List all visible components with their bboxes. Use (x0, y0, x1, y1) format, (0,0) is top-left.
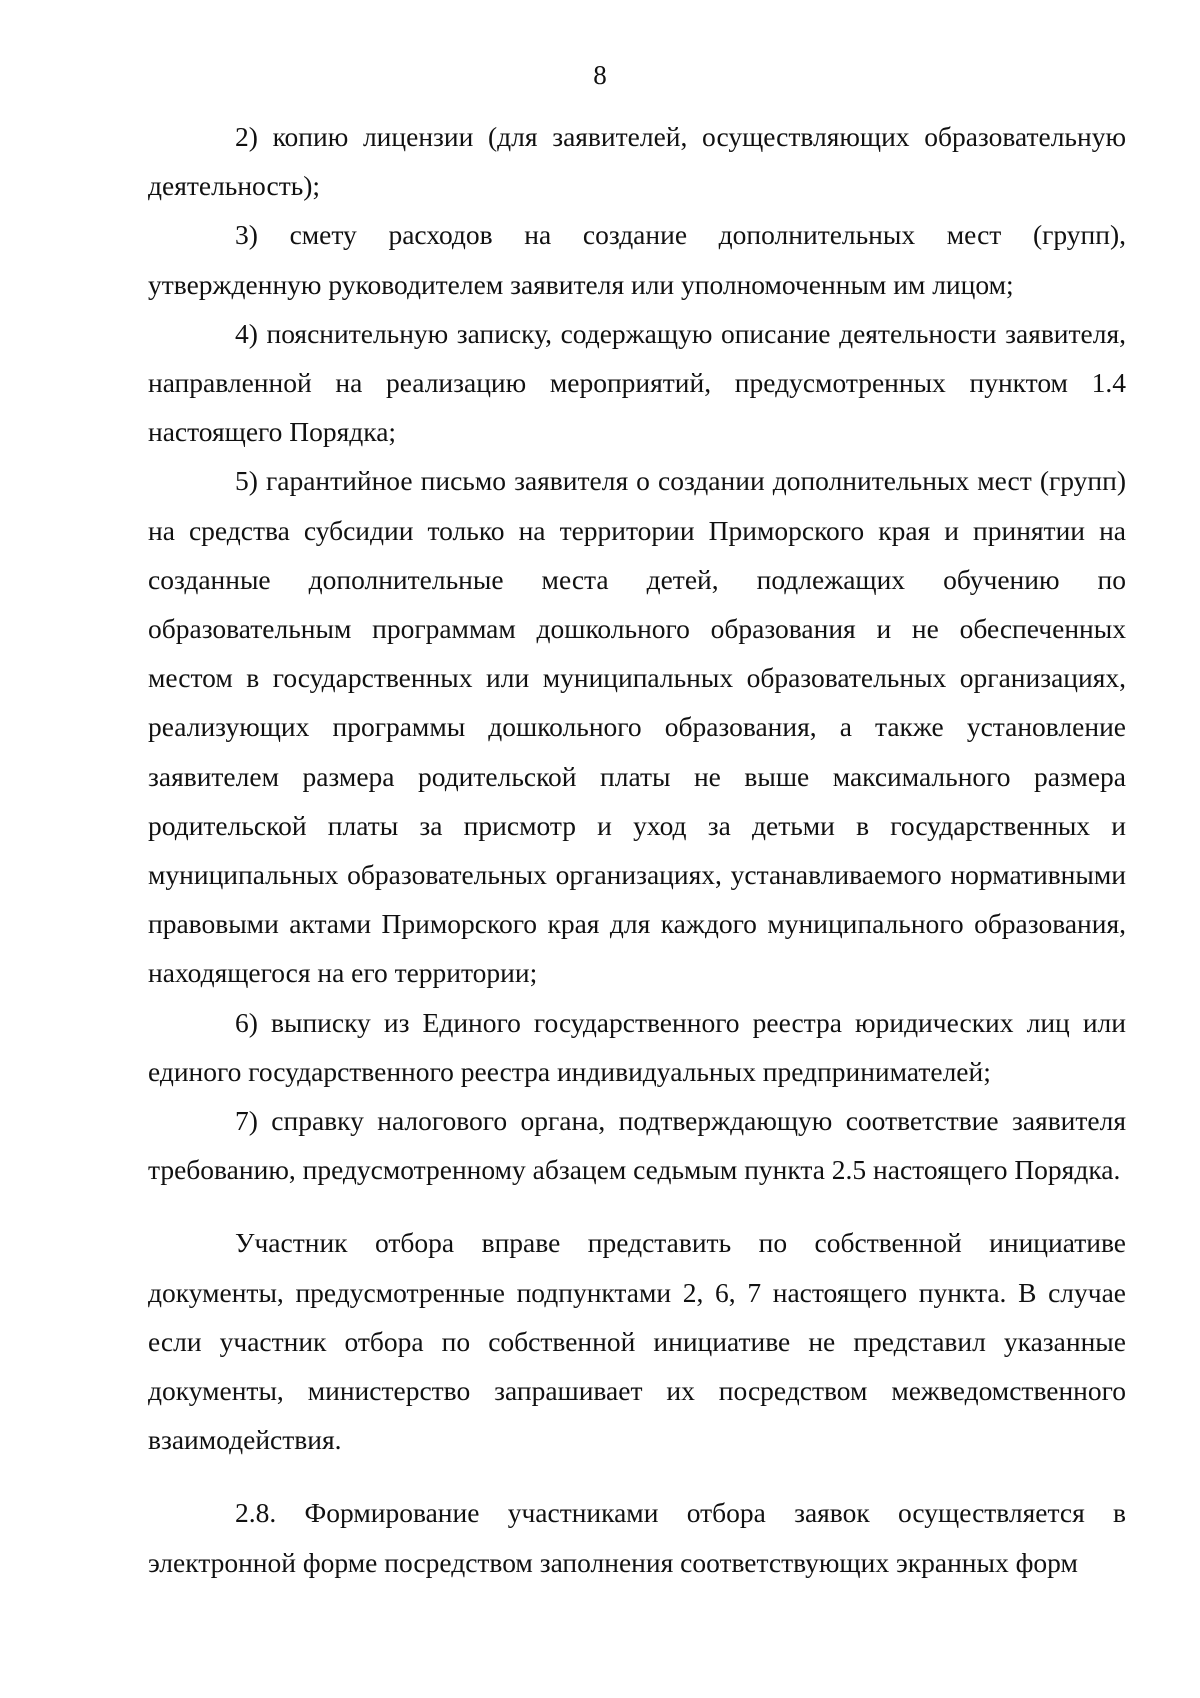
item-5-guarantee-letter: 5) гарантийное письмо заявителя о создании дополнительных мест (групп) на средства субсидии только на территории Приморского края и принятии на созданные дополнительные места детей, подлежащих обучению по образовательным программам дошкольного образования и не обеспеченных местом в государственных или муниципальных образовательных организациях, реализующих программы дошкольного образования, а также установление заявителем размера родительской платы не выше максимального размера родительской платы за присмотр и уход за детьми в государственных и муниципальных образовательных организациях, устанавливаемого нормативными правовыми актами Приморского края для каждого муниципального образования, находящегося на его территории; (148, 465, 1126, 989)
item-2-license-copy: 2) копию лицензии (для заявителей, осуществляющих образовательную деятельность); (148, 121, 1126, 202)
document-body (148, 112, 1126, 1587)
section-2-8-paragraph: 2.8. Формирование участниками отбора заявок осуществляется в электронной форме посредством заполнения соответствующих экранных форм (148, 1497, 1126, 1578)
item-3-cost-estimate: 3) смету расходов на создание дополнительных мест (групп), утвержденную руководителем заявителя или уполномоченным им лицом; (148, 219, 1126, 300)
item-6-register-extract: 6) выписку из Единого государственного реестра юридических лиц или единого государственного реестра индивидуальных предпринимателей; (148, 1006, 1126, 1087)
page-number: 8 (593, 60, 607, 90)
item-4-explanatory-note: 4) пояснительную записку, содержащую описание деятельности заявителя, направленной на реализацию мероприятий, предусмотренных пунктом 1.4 настоящего Порядка; (148, 317, 1126, 448)
item-7-tax-certificate: 7) справку налогового органа, подтверждающую соответствие заявителя требованию, предусмотренному абзацем седьмым пункта 2.5 настоящего Порядка. (148, 1105, 1126, 1186)
participant-documents-paragraph: Участник отбора вправе представить по собственной инициативе документы, предусмотренные подпунктами 2, 6, 7 настоящего пункта. В случае если участник отбора по собственной инициативе не представил указанные документы, министерство запрашивает их посредством межведомственного взаимодействия. (148, 1227, 1126, 1456)
